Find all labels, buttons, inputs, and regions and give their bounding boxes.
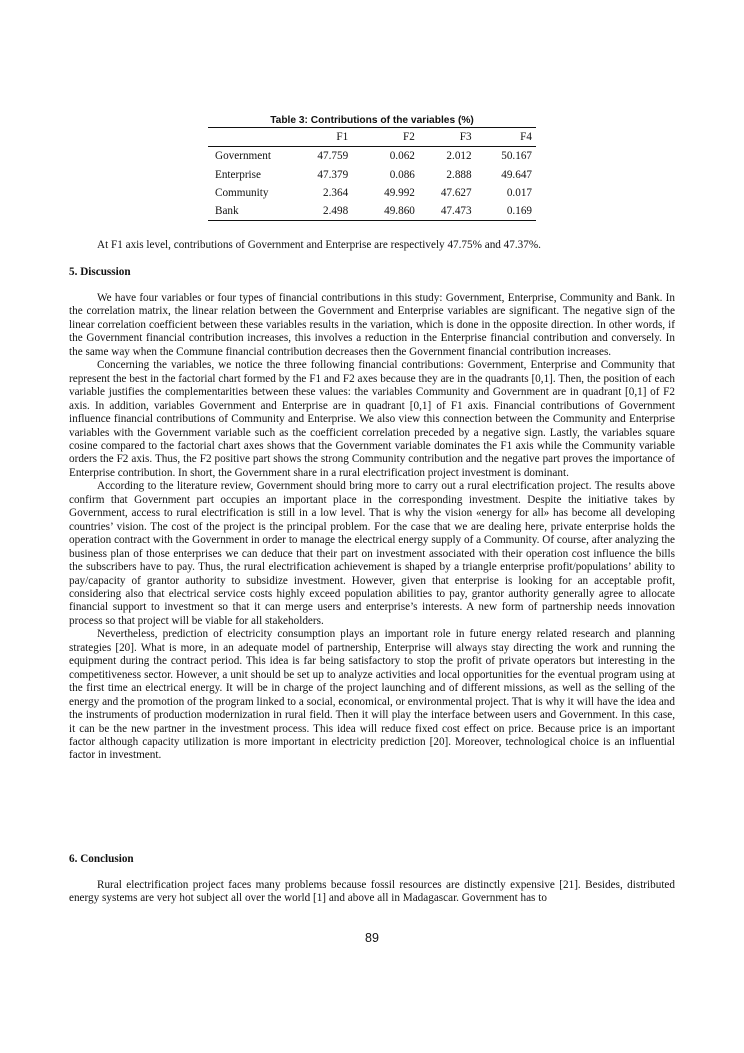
row-label: Bank: [215, 205, 239, 218]
cell-f2: 49.860: [384, 205, 415, 218]
cell-f2: 49.992: [384, 187, 415, 200]
cell-f3: 47.627: [440, 187, 472, 200]
table-row: [208, 202, 536, 221]
cell-f1: 2.364: [323, 187, 349, 200]
cell-f1: 47.759: [317, 150, 349, 163]
column-header-f4: F4: [476, 128, 536, 147]
cell-f4: 0.169: [506, 205, 532, 218]
column-header-f1: F1: [298, 128, 352, 147]
cell-f1: 47.379: [317, 168, 349, 181]
table-summary-sentence: At F1 axis level, contributions of Government and Enterprise are respectively 47.75% and 47.37%.: [97, 239, 541, 251]
discussion-paragraph: Concerning the variables, we notice the three following financial contributions: Government, Enterprise and Community that represent the best in the factorial chart formed by the F1 and F2 axes because they are in the quadrants [0,1]. Then, the position of each variable justifies the complementarities between these values: the variables Community and Government are in quadrant [0,1] of F2 axis. In addition, variables Government and Enterprise are in quadrant [0,1] of F1 axis. Financial contributions of Government influence financial contributions of Community and Enterprise. We also view this connection between the Community and Enterprise variables with the Government variable such as the coefficient correlation preceded by a negative sign. Lastly, the variables square cosine compared to the factorial chart axes shows that the Government variable dominates the F1 axis while the Community variable orders the F2 axis. Thus, the F2 positive part shows the strong Community contribution and the negative part proves the importance of Enterprise contribution. In short, the Government share in a rural electrification project investment is dominant.: [69, 359, 675, 479]
cell-f3: 2.012: [446, 150, 472, 163]
row-label: Enterprise: [215, 168, 261, 181]
discussion-paragraph: According to the literature review, Government should bring more to carry out a rural electrification project. The results above confirm that Government part occupies an important place in the corresponding investment. Despite the initiative takes by Government, access to rural electrification is still in a low level. That is why the vision «energy for all» has become all developing countries’ vision. The cost of the project is the principal problem. For the case that we are dealing here, private enterprise holds the operation contract with the Government in order to manage the electrical energy supply of a Community. Of course, after analyzing the business plan of those enterprises we can deduce that their part on investment associated with their operation cost influence the bills the subscribers have to pay. Thus, the rural electrification achievement is shaped by a triangle enterprise profit/populations’ ability to pay/capacity of grantor authority to subsidize investment. However, given that enterprise is looking for an acceptable profit, considering also that electrical service costs highly exceed population abilities to pay, grantor authority generally agree to allocate financial support to investment so that it can merge users and enterprise’s interests. A new form of partnership needs innovation process so that project will be viable for all stakeholders.: [69, 480, 675, 627]
table-row: [208, 184, 536, 202]
cell-f2: 0.086: [389, 168, 415, 181]
conclusion-body: [69, 879, 675, 906]
cell-f4: 50.167: [501, 150, 532, 163]
discussion-paragraph: We have four variables or four types of financial contributions in this study: Government, Enterprise, Community and Bank. In the correlation matrix, the linear relation between the Government and Enterprise variables are significant. The negative sign of the linear correlation coefficient between these variables results in the variation, which is done in the opposite direction. In other words, if the Government financial contribution increases, this involves a reduction in the Enterprise financial contribution and conversely. In the same way when the Commune financial contribution decreases then the Government financial contribution increases.: [69, 292, 675, 358]
cell-f3: 47.473: [440, 205, 472, 218]
discussion-paragraph: Nevertheless, prediction of electricity consumption plays an important role in future energy related research and planning strategies [20]. What is more, in an adequate model of partnership, Enterprise will always stay directing the work and running the equipment during the contract period. This idea is far being satisfactory to stop the profit of private operators but interesting in the competitiveness sector. However, a unit should be set up to analyze activities and local opportunities for the eventual program using at the first time an electrical energy. It will be in charge of the project launching and of different missions, as well as the selling of the energy and the promotion of the program linked to a social, economical, or environmental project. That is why it will have the idea and the instruments of production modernization in rural field. Then it will play the interface between users and Government. In this case, it can be the new partner in the investment process. This idea will reduce fixed cost effect on price. Because price is an important factor although capacity utilization is more important in electricity prediction [20]. Moreover, technological choice is an influential factor in investment.: [69, 628, 675, 762]
column-header-f3: F3: [419, 128, 476, 147]
conclusion-paragraph: Rural electrification project faces many problems because fossil resources are distinctly expensive [21]. Besides, distributed energy systems are very hot subject all over the world [1] and above all in Madagascar. Government has to: [69, 879, 675, 905]
cell-f1: 2.498: [323, 205, 349, 218]
table-row: [208, 166, 536, 184]
cell-f2: 0.062: [389, 150, 415, 163]
discussion-heading: 5. Discussion: [69, 266, 131, 278]
table-row: [208, 147, 536, 166]
table-caption: Table 3: Contributions of the variables (%): [270, 115, 474, 126]
column-header-f2: F2: [352, 128, 419, 147]
contributions-table: [208, 127, 536, 221]
page-number: 89: [365, 931, 379, 945]
cell-f4: 0.017: [506, 187, 532, 200]
column-header-blank: [208, 128, 298, 147]
discussion-body: [69, 292, 675, 763]
cell-f4: 49.647: [501, 168, 532, 181]
conclusion-heading: 6. Conclusion: [69, 853, 134, 865]
row-label: Government: [215, 150, 271, 163]
row-label: Community: [215, 187, 269, 200]
cell-f3: 2.888: [446, 168, 472, 181]
table-header-row: [208, 128, 536, 147]
